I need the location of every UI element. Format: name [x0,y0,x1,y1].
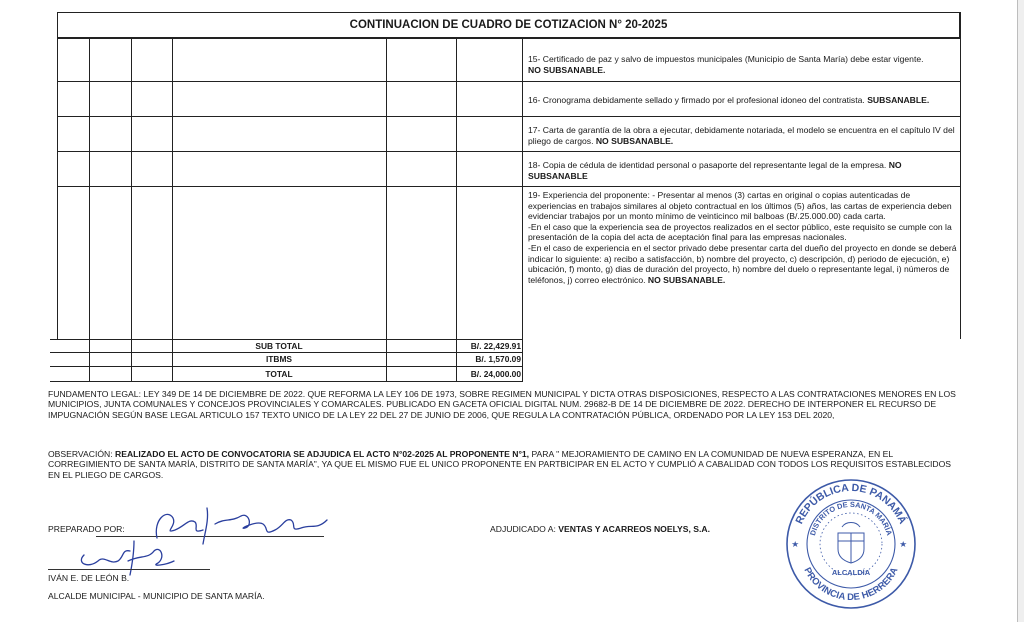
column-divider [172,38,173,381]
seal-star [792,541,799,547]
seal-star [900,541,907,547]
requirement-17: 17- Carta de garantía de la obra a ejecutar, debidamente notariada, el modelo se encuentra en el capítulo IV del pliego de cargos. NO SUBSANABLE. [528,125,955,146]
svg-text:DISTRITO DE SANTA MARÍA [808,500,894,537]
signature-line [48,569,210,570]
column-divider [522,38,523,381]
coat-of-arms-icon [838,523,864,564]
requirement-16: 16- Cronograma debidamente sellado y firmado por el profesional idoneo del contratista. SUBSANABLE. [528,95,930,105]
total-value: B/. 24,000.00 [470,369,521,379]
seal-inner-text: DISTRITO DE SANTA MARÍA [808,499,894,537]
subtotal-label: SUB TOTAL [255,341,303,351]
row-divider [57,116,961,117]
table-border-top [57,38,961,39]
mayor-title: ALCALDE MUNICIPAL - MUNICIPIO DE SANTA MARÍA. [48,591,265,601]
municipal-seal [784,477,918,611]
mayor-signature [70,535,180,577]
legal-basis: FUNDAMENTO LEGAL: LEY 349 DE 14 DE DICIEMBRE DE 2022. QUE REFORMA LA LEY 106 DE 1973, SOBRE REGIMEN MUNICIPAL Y DICTA OTRAS DISPOSICIONES, RESPECTO A LAS CONTRATACIONES MENORES EN LOS MUNICIPIOS, JUNTA COMUNALES Y CONCEJOS PROVINCIALES Y COMARCALES. PUBLICADO EN GACETA OFICIAL DIGITAL NUM. 29682-B DE 14 DE DICIEMBRE DE 2022. DERECHO DE INTERPONER EL RECURSO DE IMPUGNACIÓN SEGÚN BASE LEGAL ARTICULO 157 TEXTO UNICO DE LA LEY 22 DEL 27 DE JUNIO DE 2006, QUE REGULA LA CONTRATACIÓN PÚBLICA, ORDENADO POR LA LEY 153 DEL 2020, [48,389,956,420]
requirement-15: 15- Certificado de paz y salvo de impuestos municipales (Municipio de Santa María) debe estar vigente. NO SUBSANABLE. [528,54,924,75]
column-divider [456,38,457,381]
row-divider [57,151,961,152]
row-divider [57,186,961,187]
table-title: CONTINUACION DE CUADRO DE COTIZACION N° 20-2025 [57,12,960,38]
column-divider [89,38,90,381]
seal-bottom-text: PROVINCIA DE HERRERA [801,565,901,604]
itbms-value: B/. 1,570.09 [475,354,521,364]
table-border-left [57,12,58,339]
requirement-18: 18- Copia de cédula de identidad personal o pasaporte del representante legal de la empresa. NO SUBSANABLE [528,160,902,181]
seal-center-text: ALCALDÍA [831,568,871,577]
mayor-name: IVÁN E. DE LEÓN B. [48,573,130,583]
column-divider [131,38,132,381]
totals-bottom-line [50,381,523,382]
page-shadow [1018,0,1024,622]
total-label: TOTAL [265,369,293,379]
awarded-to: ADJUDICADO A: VENTAS Y ACARREOS NOELYS, S.A. [490,524,710,534]
observation: OBSERVACIÓN: REALIZADO EL ACTO DE CONVOCATORIA SE ADJUDICA EL ACTO N°02-2025 AL PROPONENTE N°1, PARA " MEJORAMIENTO DE CAMINO EN LA COMUNIDAD DE NUEVA ESPERANZA, EN EL CORREGIMIENTO DE SANTA MARÍA, DISTRITO DE SANTA MARÍA", YA QUE EL MISMO FUE EL UNICO PROPONENTE EN PARTBICIPAR EN EL ACTO Y CUMPLIÓ A CABALIDAD CON TODOS LOS REQUISITOS ESTABLECIDOS EN EL PLIEGO DE CARGOS. [48,449,952,480]
itbms-label: ITBMS [265,354,293,364]
totals-line [50,366,523,367]
requirement-19: 19- Experiencia del proponente: - Presentar al menos (3) cartas en original o copias autenticadas de experiencias en trabajos similares al objeto contractual en los últimos (5) años, las cartas de experiencia deben evidenciar trabajos por un monto mínimo de veinticinco mil balboas (B/.25.000.00) cada carta. -En el caso que la experiencia sea de proyectos realizados en el sector público, este requisito se cumple con la presentación de la copia del acta de aceptación final para las empresas nacionales. -En el caso de experiencia en el sector privado debe presentar carta del dueño del proyecto en donde se deberá indicar lo siguiente: a) recibo a satisfacción, b) nombre del proyecto, c) descripción, d) periodo de ejecución, e) ubicación, f) monto, g) dias de duración del proyecto, h) nombre del duelo o representante legal, i) números de teléfonos, j) correo electrónico. NO SUBSANABLE. [528,190,957,285]
seal-top-text: REPÚBLICA DE PANAMÁ [793,481,909,526]
table-border-right [960,12,961,339]
subtotal-value: B/. 22,429.91 [470,341,521,351]
prepared-by-label: PREPARADO POR: [48,524,125,534]
column-divider [386,38,387,381]
row-divider [57,81,961,82]
